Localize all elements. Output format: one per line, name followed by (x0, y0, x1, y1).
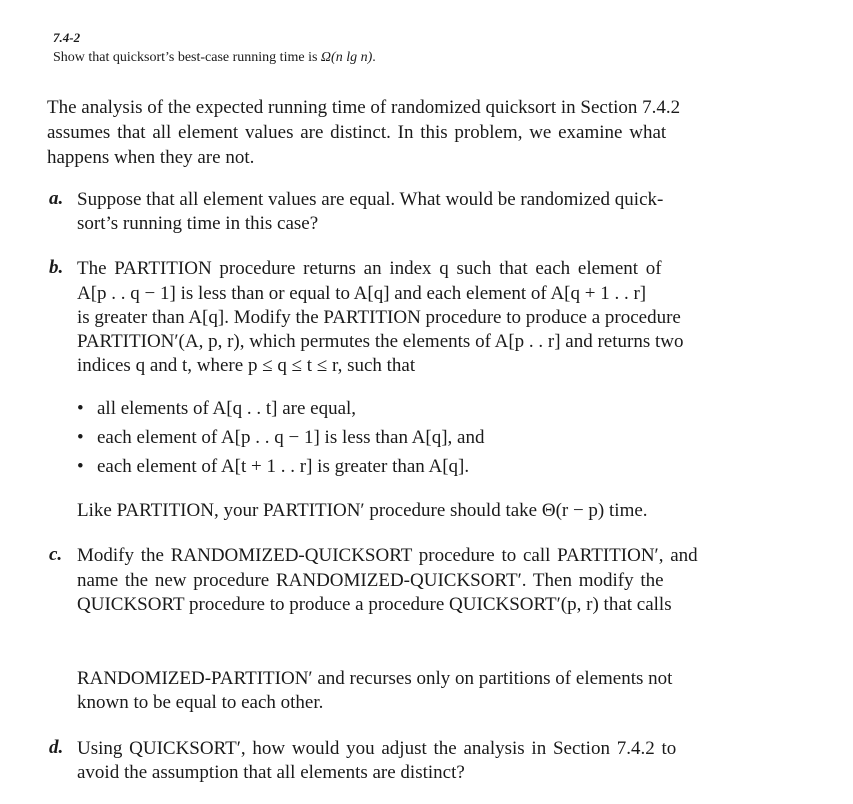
part-d-line-2: avoid the assumption that all elements are distinct? (77, 762, 465, 783)
part-b-line-2: A[p . . q − 1] is less than or equal to A[q] and each element of A[q + 1 . . r] (77, 283, 647, 304)
part-b-line-4: PARTITION′(A, p, r), which permutes the elements of A[p . . r] and returns two (77, 331, 684, 352)
exercise-text (53, 50, 376, 66)
intro-line-1: The analysis of the expected running time of randomized quicksort in Section 7.4.2 (47, 97, 681, 118)
part-b-closing: Like PARTITION, your PARTITION′ procedure should take Θ(r − p) time. (77, 500, 648, 521)
bullet-marker: • (77, 398, 84, 419)
part-b-label: b. (49, 257, 64, 278)
part-b-line-5: indices q and t, where p ≤ q ≤ t ≤ r, such that (77, 355, 416, 376)
intro-line-2: assumes that all element values are distinct. In this problem, we examine what (47, 122, 667, 143)
part-d-label: d. (49, 737, 64, 758)
part-c-line-4: RANDOMIZED-PARTITION′ and recurses only on partitions of elements not (77, 668, 673, 689)
part-a-label: a. (49, 188, 64, 209)
bullet-marker: • (77, 456, 84, 477)
intro-line-3: happens when they are not. (47, 147, 255, 168)
bullet-item: each element of A[t + 1 . . r] is greater than A[q]. (97, 456, 470, 477)
part-c-line-2: name the new procedure RANDOMIZED-QUICKSORT′. Then modify the (77, 570, 664, 591)
part-c-line-1: Modify the RANDOMIZED-QUICKSORT procedure to call PARTITION′, and (77, 545, 698, 566)
part-c-line-3: QUICKSORT procedure to produce a procedure QUICKSORT′(p, r) that calls (77, 594, 672, 615)
exercise-number: 7.4-2 (53, 30, 81, 45)
exercise-text-prefix: Show that quicksort’s best-case running time is (53, 50, 321, 65)
part-b-line-1: The PARTITION procedure returns an index q such that each element of (77, 258, 662, 279)
part-c-line-5: known to be equal to each other. (77, 692, 324, 713)
part-a-line-2: sort’s running time in this case? (77, 213, 319, 234)
part-a-line-1: Suppose that all element values are equal. What would be randomized quick- (77, 189, 664, 210)
exercise-text-suffix: . (372, 50, 376, 65)
part-d-line-1: Using QUICKSORT′, how would you adjust the analysis in Section 7.4.2 to (77, 738, 677, 759)
bullet-item: each element of A[p . . q − 1] is less than A[q], and (97, 427, 485, 448)
bullet-item: all elements of A[q . . t] are equal, (97, 398, 357, 419)
exercise-math: Ω(n lg n) (320, 50, 373, 65)
part-c-label: c. (49, 544, 63, 565)
part-b-line-3: is greater than A[q]. Modify the PARTITION procedure to produce a procedure (77, 307, 681, 328)
bullet-marker: • (77, 427, 84, 448)
